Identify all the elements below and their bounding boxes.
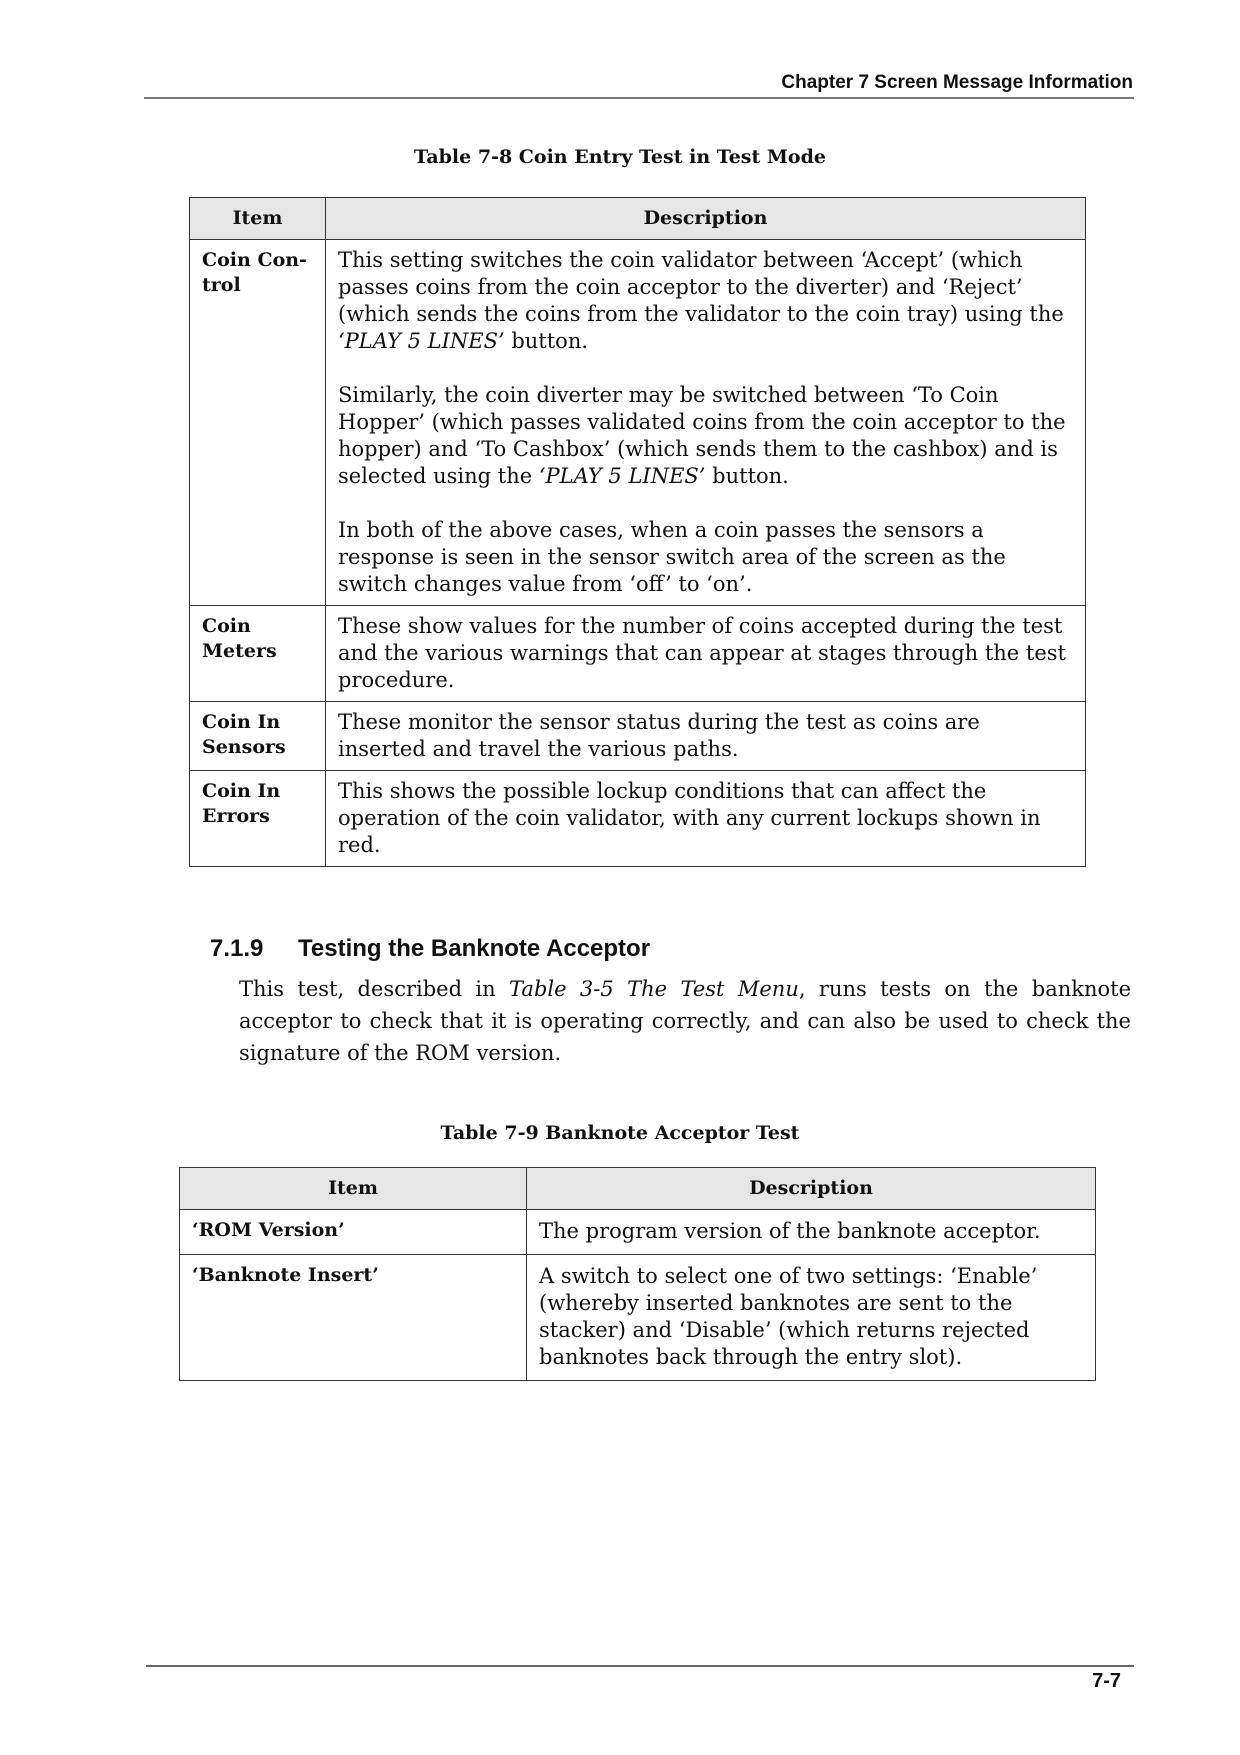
description-cell: The program version of the banknote acceptor. <box>527 1210 1096 1255</box>
description-paragraph: Similarly, the coin diverter may be switched between ‘To Coin Hopper’ (which passes validated coins from the coin acceptor to the hopper) and ‘To Cashbox’ (which sends them to the cashbox) and is selected using the ‘PLAY 5 LINES’ button. <box>338 383 1066 488</box>
column-header-item: Item <box>180 1168 527 1210</box>
item-cell-coin-in-sensors <box>190 702 326 771</box>
description-paragraph: In both of the above cases, when a coin passes the sensors a response is seen in the sensor switch area of the screen as the switch changes value from ‘off’ to ‘on’. <box>338 518 1006 596</box>
table-row <box>190 240 1086 606</box>
table-header-row <box>190 198 1086 240</box>
description-cell: These show values for the number of coins accepted during the test and the various warnings that can appear at stages through the test procedure. <box>326 606 1086 702</box>
table-7-8-caption: Table 7-8 Coin Entry Test in Test Mode <box>414 146 826 168</box>
item-label-line: trol <box>202 274 241 296</box>
footer-rule <box>146 1665 1134 1667</box>
header-rule <box>144 97 1134 99</box>
item-cell-coin-control <box>190 240 326 606</box>
item-cell-coin-meters <box>190 606 326 702</box>
item-label-line: Meters <box>202 640 277 662</box>
table-reference: Table 3-5 The Test Menu <box>509 977 799 1001</box>
description-cell: These monitor the sensor status during the test as coins are inserted and travel the various paths. <box>326 702 1086 771</box>
chapter-header-title: Chapter 7 Screen Message Information <box>781 72 1133 93</box>
item-label-line: Errors <box>202 805 270 827</box>
item-label-line: Sensors <box>202 736 286 758</box>
page-number: 7-7 <box>1092 1670 1121 1692</box>
description-paragraph: This setting switches the coin validator between ‘Accept’ (which passes coins from the coin acceptor to the diverter) and ‘Reject’ (which sends the coins from the validator to the coin tray) using the ‘PLAY 5 LINES’ button. <box>338 248 1064 353</box>
table-row <box>180 1210 1096 1255</box>
table-row <box>190 702 1086 771</box>
description-cell: A switch to select one of two settings: ‘Enable’ (whereby inserted banknotes are sent to the stacker) and ‘Disable’ (which returns rejected banknotes back through the entry slot). <box>527 1255 1096 1381</box>
table-row <box>190 771 1086 867</box>
item-label-line: Coin Con- <box>202 249 307 271</box>
item-cell-coin-in-errors <box>190 771 326 867</box>
table-7-9-caption: Table 7-9 Banknote Acceptor Test <box>440 1122 800 1144</box>
section-heading <box>210 935 650 963</box>
column-header-description: Description <box>527 1168 1096 1210</box>
table-row <box>180 1255 1096 1381</box>
banknote-acceptor-test-table <box>179 1167 1096 1381</box>
table-header-row <box>180 1168 1096 1210</box>
item-cell-rom-version: ‘ROM Version’ <box>180 1210 527 1255</box>
item-label-line: Coin <box>202 615 251 637</box>
table-row <box>190 606 1086 702</box>
description-cell: This shows the possible lockup conditions that can affect the operation of the coin validator, with any current lockups shown in red. <box>326 771 1086 867</box>
description-cell <box>326 240 1086 606</box>
coin-entry-test-table <box>189 197 1086 867</box>
section-title: Testing the Banknote Acceptor <box>298 935 651 962</box>
item-label-line: Coin In <box>202 711 281 733</box>
column-header-description: Description <box>326 198 1086 240</box>
column-header-item: Item <box>190 198 326 240</box>
item-label-line: Coin In <box>202 780 281 802</box>
item-cell-banknote-insert: ‘Banknote Insert’ <box>180 1255 527 1381</box>
section-number: 7.1.9 <box>210 935 264 962</box>
section-body-paragraph: This test, described in Table 3-5 The Test Menu, runs tests on the banknote acceptor to check that it is operating correctly, and can also be used to check the signature of the ROM version. <box>239 977 1131 1065</box>
